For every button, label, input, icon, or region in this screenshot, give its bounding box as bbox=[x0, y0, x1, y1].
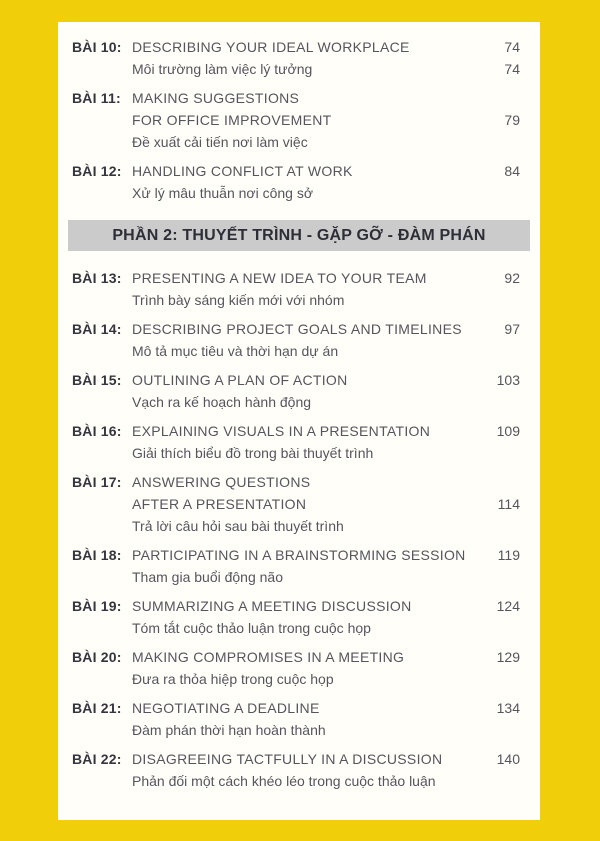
toc-entry-line bbox=[72, 493, 520, 515]
toc-entry-line bbox=[72, 109, 520, 131]
entry-title-en: AFTER A PRESENTATION bbox=[132, 496, 307, 512]
toc-entry-line bbox=[72, 369, 520, 391]
toc-entry bbox=[72, 267, 520, 311]
entry-label: BÀI 18: bbox=[72, 547, 122, 563]
toc-entry bbox=[72, 471, 520, 537]
toc-entry-line bbox=[72, 58, 520, 80]
entry-page-number: 74 bbox=[504, 39, 520, 55]
entry-title-en: DISAGREEING TACTFULLY IN A DISCUSSION bbox=[132, 751, 443, 767]
entry-label: BÀI 22: bbox=[72, 751, 122, 767]
entry-label: BÀI 20: bbox=[72, 649, 122, 665]
toc-entry-line bbox=[72, 471, 520, 493]
toc-entry bbox=[72, 697, 520, 741]
entry-subtitle-vi: Trình bày sáng kiến mới với nhóm bbox=[132, 292, 345, 308]
toc-entry-line bbox=[72, 182, 520, 204]
entry-subtitle-vi: Xử lý mâu thuẫn nơi công sở bbox=[132, 185, 314, 201]
toc-entry-line bbox=[72, 160, 520, 182]
toc-part-2 bbox=[58, 267, 540, 792]
entry-title-en: DESCRIBING YOUR IDEAL WORKPLACE bbox=[132, 39, 410, 55]
entry-page-number: 129 bbox=[496, 649, 520, 665]
toc-entry-line bbox=[72, 544, 520, 566]
entry-title-en: OUTLINING A PLAN OF ACTION bbox=[132, 372, 348, 388]
entry-label: BÀI 11: bbox=[72, 90, 121, 106]
entry-subtitle-vi: Đưa ra thỏa hiệp trong cuộc họp bbox=[132, 671, 334, 687]
entry-title-en: DESCRIBING PROJECT GOALS AND TIMELINES bbox=[132, 321, 462, 337]
entry-label: BÀI 16: bbox=[72, 423, 122, 439]
entry-subtitle-vi: Môi trường làm việc lý tưởng bbox=[132, 61, 313, 77]
toc-entry-line bbox=[72, 442, 520, 464]
entry-subtitle-vi: Giải thích biểu đồ trong bài thuyết trình bbox=[132, 445, 374, 461]
toc-entry-line bbox=[72, 267, 520, 289]
entry-title-en: MAKING COMPROMISES IN A MEETING bbox=[132, 649, 405, 665]
toc-entry-line bbox=[72, 770, 520, 792]
toc-entry bbox=[72, 369, 520, 413]
entry-page-number: 84 bbox=[504, 163, 520, 179]
entry-title-en: HANDLING CONFLICT AT WORK bbox=[132, 163, 353, 179]
entry-page-number: 103 bbox=[496, 372, 520, 388]
toc-entry-line bbox=[72, 719, 520, 741]
toc-entry-line bbox=[72, 36, 520, 58]
entry-subtitle-vi: Tham gia buổi động não bbox=[132, 569, 283, 585]
entry-title-en: FOR OFFICE IMPROVEMENT bbox=[132, 112, 332, 128]
toc-entry-line bbox=[72, 131, 520, 153]
entry-page-number: 92 bbox=[504, 270, 520, 286]
entry-subtitle-vi: Đàm phán thời hạn hoàn thành bbox=[132, 722, 326, 738]
toc-entry-line bbox=[72, 340, 520, 362]
toc-entry bbox=[72, 318, 520, 362]
toc-entry bbox=[72, 595, 520, 639]
toc-entry-line bbox=[72, 87, 520, 109]
entry-label: BÀI 17: bbox=[72, 474, 122, 490]
entry-label: BÀI 12: bbox=[72, 163, 122, 179]
entry-page-number: 109 bbox=[496, 423, 520, 439]
entry-subtitle-vi: Đề xuất cải tiến nơi làm việc bbox=[132, 134, 308, 150]
toc-entry bbox=[72, 646, 520, 690]
entry-title-en: PARTICIPATING IN A BRAINSTORMING SESSION bbox=[132, 547, 466, 563]
section-header: PHẦN 2: THUYẾT TRÌNH - GẶP GỠ - ĐÀM PHÁN bbox=[68, 220, 530, 251]
entry-title-en: NEGOTIATING A DEADLINE bbox=[132, 700, 320, 716]
entry-page-number: 124 bbox=[496, 598, 520, 614]
entry-subtitle-vi: Vạch ra kế hoạch hành động bbox=[132, 394, 312, 410]
entry-label: BÀI 14: bbox=[72, 321, 122, 337]
toc-entry-line bbox=[72, 391, 520, 413]
toc-entry-line bbox=[72, 646, 520, 668]
toc-entry-line bbox=[72, 420, 520, 442]
entry-label: BÀI 19: bbox=[72, 598, 122, 614]
toc-part-1 bbox=[58, 22, 540, 204]
entry-label: BÀI 13: bbox=[72, 270, 122, 286]
entry-page-number: 79 bbox=[504, 112, 520, 128]
toc-entry-line bbox=[72, 318, 520, 340]
toc-entry-line bbox=[72, 617, 520, 639]
entry-page-number: 119 bbox=[497, 547, 520, 563]
page-sheet bbox=[58, 22, 540, 820]
toc-entry-line bbox=[72, 595, 520, 617]
entry-page-number: 140 bbox=[496, 751, 520, 767]
toc-entry-line bbox=[72, 566, 520, 588]
entry-page-number: 114 bbox=[497, 496, 520, 512]
entry-page-number: 74 bbox=[504, 61, 520, 77]
entry-subtitle-vi: Mô tả mục tiêu và thời hạn dự án bbox=[132, 343, 339, 359]
entry-title-en: ANSWERING QUESTIONS bbox=[132, 474, 311, 490]
toc-entry bbox=[72, 36, 520, 80]
entry-page-number: 134 bbox=[496, 700, 520, 716]
toc-entry-line bbox=[72, 697, 520, 719]
toc-entry-line bbox=[72, 289, 520, 311]
toc-entry-line bbox=[72, 668, 520, 690]
entry-subtitle-vi: Trả lời câu hỏi sau bài thuyết trình bbox=[132, 518, 344, 534]
entry-title-en: SUMMARIZING A MEETING DISCUSSION bbox=[132, 598, 412, 614]
toc-entry bbox=[72, 160, 520, 204]
toc-entry-line bbox=[72, 515, 520, 537]
entry-subtitle-vi: Phản đối một cách khéo léo trong cuộc thảo luận bbox=[132, 773, 436, 789]
toc-entry bbox=[72, 87, 520, 153]
toc-entry bbox=[72, 420, 520, 464]
entry-title-en: EXPLAINING VISUALS IN A PRESENTATION bbox=[132, 423, 431, 439]
entry-label: BÀI 21: bbox=[72, 700, 122, 716]
entry-label: BÀI 15: bbox=[72, 372, 122, 388]
entry-label: BÀI 10: bbox=[72, 39, 122, 55]
entry-title-en: MAKING SUGGESTIONS bbox=[132, 90, 300, 106]
toc-entry bbox=[72, 544, 520, 588]
toc-entry bbox=[72, 748, 520, 792]
entry-title-en: PRESENTING A NEW IDEA TO YOUR TEAM bbox=[132, 270, 427, 286]
entry-page-number: 97 bbox=[504, 321, 520, 337]
entry-subtitle-vi: Tóm tắt cuộc thảo luận trong cuộc họp bbox=[132, 620, 371, 636]
toc-entry-line bbox=[72, 748, 520, 770]
